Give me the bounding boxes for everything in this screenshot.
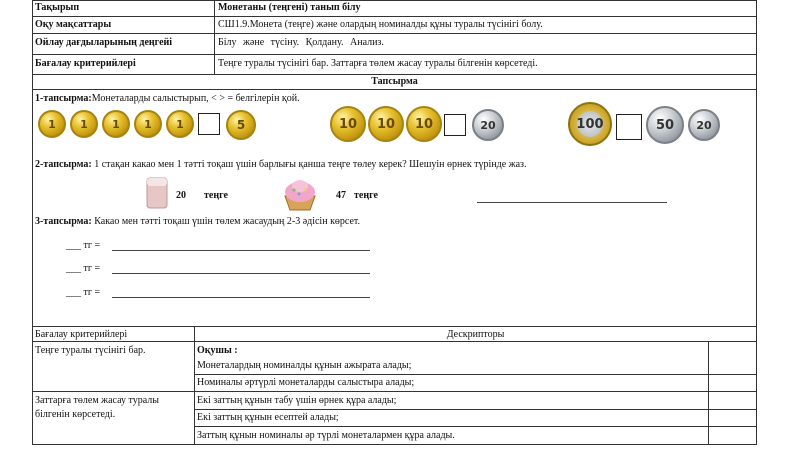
divider xyxy=(32,391,757,392)
divider xyxy=(194,426,757,427)
divider xyxy=(32,74,757,75)
coin-icon: 5 xyxy=(226,110,256,140)
divider xyxy=(32,89,757,90)
task2-instruction xyxy=(35,159,527,171)
divider xyxy=(32,341,757,342)
worksheet xyxy=(32,0,757,445)
task3-text: Какао мен тәтті тоқаш үшін төлем жасаудың 2-3 әдісін көрсет. xyxy=(94,216,361,227)
topic-label: Тақырып xyxy=(35,2,80,13)
task-header: Тапсырма xyxy=(371,76,418,87)
answer-line[interactable] xyxy=(477,202,667,203)
criteria-value: Теңге туралы түсінігі бар. Заттарға төлем жасау туралы білгенін көрсетеді. xyxy=(218,58,538,69)
coin-icon: 20 xyxy=(688,109,720,141)
descriptor-2: Номиналы әртүрлі монеталарды салыстыра алады; xyxy=(197,377,415,388)
divider xyxy=(194,409,757,410)
coin-icon: 100 xyxy=(568,102,612,146)
task1-text: Монеталарды салыстырып, < > = белгілерін қой. xyxy=(91,93,300,104)
descriptors-header: Дескрипторы xyxy=(446,329,505,340)
goal-value: СШ1.9.Монета (теңге) және олардың номиналды құны туралы түсінігі болу. xyxy=(218,19,543,30)
descriptor-4: Екі заттың құнын есептей алады; xyxy=(197,412,339,423)
cocoa-unit: теңге xyxy=(204,190,228,201)
divider xyxy=(194,326,195,445)
criterion-2-line-2: білгенін көрсетеді. xyxy=(35,409,116,420)
topic-value: Монетаны (теңгені) танып білу xyxy=(218,2,361,13)
payment-line-label: ___ тг = xyxy=(66,240,101,251)
divider xyxy=(32,33,757,34)
payment-answer-line[interactable] xyxy=(112,273,370,274)
divider xyxy=(708,341,709,445)
coin-icon: 10 xyxy=(330,106,366,142)
compare-box-1[interactable] xyxy=(198,113,220,135)
cake-price: 47 xyxy=(336,190,346,201)
coin-icon: 20 xyxy=(472,109,504,141)
coin-icon: 1 xyxy=(166,110,194,138)
payment-answer-line[interactable] xyxy=(112,297,370,298)
divider xyxy=(194,374,757,375)
divider xyxy=(32,16,757,17)
coin-icon: 10 xyxy=(406,106,442,142)
coin-icon: 1 xyxy=(102,110,130,138)
cake-icon xyxy=(280,174,320,214)
payment-answer-line[interactable] xyxy=(112,250,370,251)
compare-box-2[interactable] xyxy=(444,114,466,136)
descriptor-5: Заттың құнын номиналы әр түрлі монеталармен құра алады. xyxy=(197,430,455,441)
task1-label: 1-тапсырма: xyxy=(35,93,92,104)
coin-icon: 50 xyxy=(646,106,684,144)
divider xyxy=(32,54,757,55)
cocoa-price: 20 xyxy=(176,190,186,201)
compare-box-3[interactable] xyxy=(616,114,642,140)
cake-unit: теңге xyxy=(354,190,378,201)
criteria-label: Бағалау критерийлері xyxy=(35,58,136,69)
goal-label: Оқу мақсаттары xyxy=(35,19,112,30)
task2-label: 2-тапсырма: xyxy=(35,159,92,170)
descriptor-3: Екі заттың құнын табу үшін өрнек құра алады; xyxy=(197,395,397,406)
task1-instruction xyxy=(35,93,300,105)
cocoa-cup-icon xyxy=(144,174,170,210)
coin-icon: 10 xyxy=(368,106,404,142)
coin-icon: 1 xyxy=(134,110,162,138)
thinking-value: Білу және түсіну. Қолдану. Анализ. xyxy=(218,37,384,48)
thinking-label: Ойлау дағдыларының деңгейі xyxy=(35,37,173,48)
student-label: Оқушы : xyxy=(197,345,238,356)
task3-label: 3-тапсырма: xyxy=(35,216,92,227)
task3-instruction xyxy=(35,216,360,228)
divider xyxy=(214,0,215,74)
coin-icon: 1 xyxy=(70,110,98,138)
coin-icon: 1 xyxy=(38,110,66,138)
criterion-2-line-1: Заттарға төлем жасау туралы xyxy=(35,395,159,406)
assessment-criteria-header: Бағалау критерийлері xyxy=(35,329,128,340)
task2-text: 1 стақан какао мен 1 тәтті тоқаш үшін барлығы қанша теңге төлеу керек? Шешуін өрнек түрінде жаз. xyxy=(94,159,527,170)
descriptor-1: Монеталардың номиналды құнын ажырата алады; xyxy=(197,360,412,371)
payment-line-label: ___ тг = xyxy=(66,287,101,298)
criterion-1: Теңге туралы түсінігі бар. xyxy=(35,345,146,356)
divider xyxy=(32,326,757,327)
payment-line-label: ___ тг = xyxy=(66,263,101,274)
